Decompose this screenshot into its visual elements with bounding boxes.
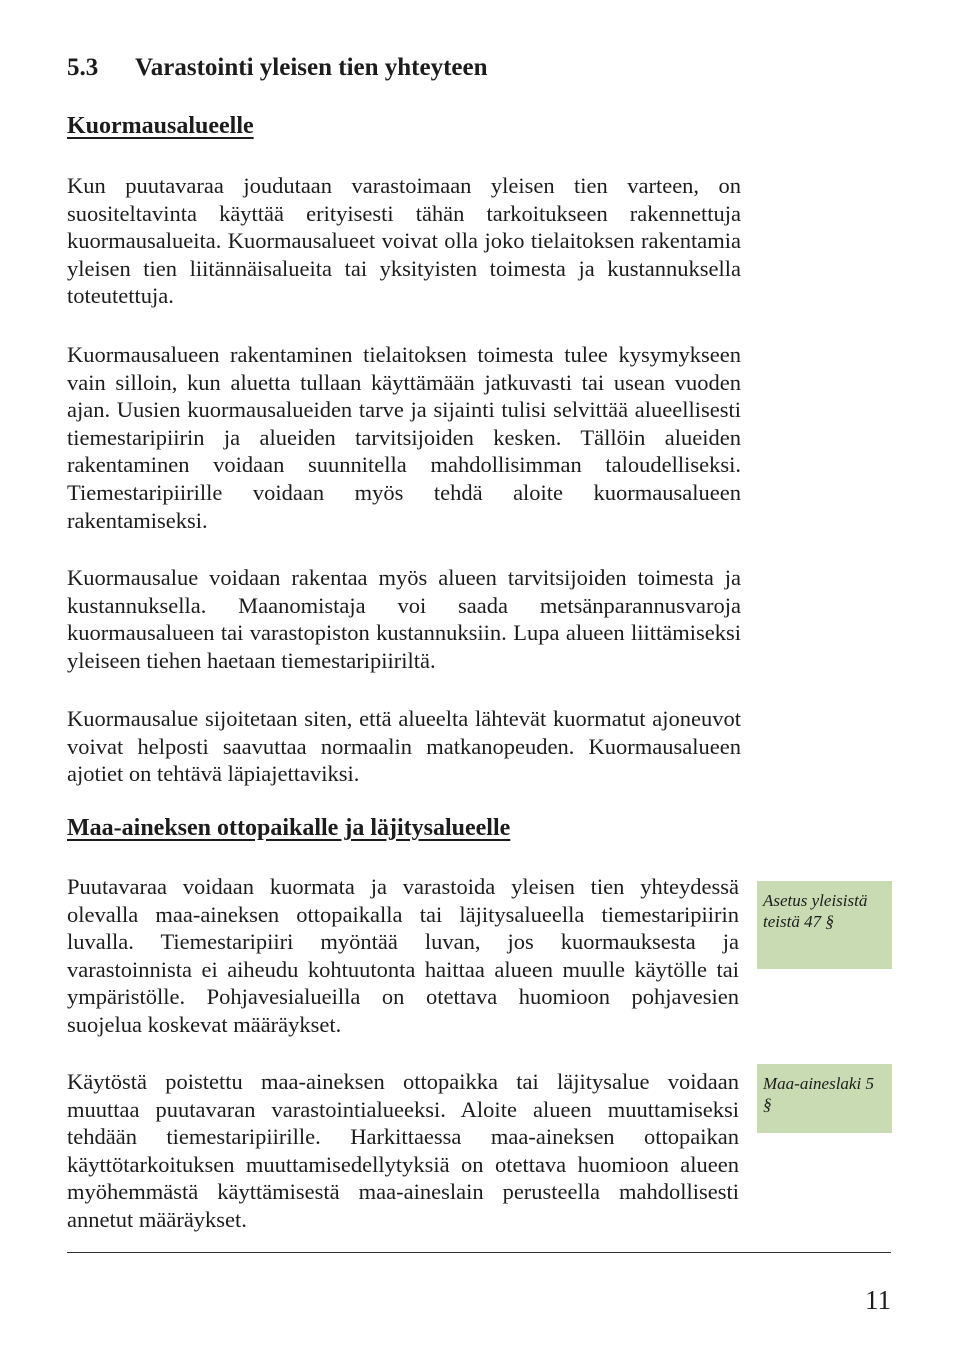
subsection-heading-maa-aineksen: Maa-aineksen ottopaikalle ja läjitysalueelle [67, 815, 511, 841]
paragraph: Käytöstä poistettu maa-aineksen ottopaikka tai läjitysalue voidaan muuttaa puutavaran varastointialueeksi. Aloite alueen muuttamiseksi tehdään tiemestaripiirille. Harkittaessa maa-aineksen ottopaikan käyttötarkoituksen muuttamisedellytyksiä on otettava huomioon alueen myöhemmästä käyttämisestä maa-aineslain perusteella mahdollisesti annetut määräykset. [67, 1069, 739, 1232]
paragraph: Kuormausalue voidaan rakentaa myös alueen tarvitsijoiden toimesta ja kustannuksella. Maanomistaja voi saada metsänparannusvaroja kuormausalueen tai varastopiston kustannuksiin. Lupa alueen liittämiseksi yleiseen tiehen haetaan tiemestaripiiriltä. [67, 565, 741, 673]
subsection-heading-kuormausalueelle: Kuormausalueelle [67, 113, 254, 139]
page-number: 11 [865, 1285, 891, 1315]
margin-note-maa-aineslaki: Maa-aineslaki 5 § [757, 1064, 892, 1133]
paragraph: Kun puutavaraa joudutaan varastoimaan yleisen tien varteen, on suositeltavinta käyttää erityisesti tähän tarkoitukseen rakennettuja kuormausalueita. Kuormausalueet voivat olla joko tielaitoksen rakentamia yleisen tien liitännäisalueita tai yksityisten toimesta ja kustannuksella toteutettuja. [67, 173, 741, 309]
section-title: Varastointi yleisen tien yhteyteen [135, 54, 488, 81]
footer-rule [67, 1252, 891, 1253]
margin-note-asetus: Asetus yleisistä teistä 47 § [757, 881, 892, 969]
paragraph: Kuormausalueen rakentaminen tielaitoksen toimesta tulee kysymykseen vain silloin, kun aluetta tullaan käyttämään jatkuvasti tai usean vuoden ajan. Uusien kuormausalueiden tarve ja sijainti tulisi selvittää alueellisesti tiemestaripiirin ja alueiden tarvitsijoiden kesken. Tällöin alueiden rakentaminen voidaan suunnitella mahdollisimman taloudelliseksi. Tiemestaripiirille voidaan myös tehdä aloite kuormausalueen rakentamiseksi. [67, 342, 741, 533]
section-number: 5.3 [67, 54, 99, 81]
paragraph: Puutavaraa voidaan kuormata ja varastoida yleisen tien yhteydessä olevalla maa-aineksen ottopaikalla tai läjitysalueella tiemestaripiirin luvalla. Tiemestaripiiri myöntää luvan, jos kuormauksesta ja varastoinnista ei aiheudu kohtuutonta haittaa alueen muulle käytölle tai ympäristölle. Pohjavesialueilla on otettava huomioon pohjavesien suojelua koskevat määräykset. [67, 874, 739, 1037]
section-heading [67, 54, 488, 82]
paragraph: Kuormausalue sijoitetaan siten, että alueelta lähtevät kuormatut ajoneuvot voivat helposti saavuttaa normaalin matkanopeuden. Kuormausalueen ajotiet on tehtävä läpiajettaviksi. [67, 706, 741, 787]
